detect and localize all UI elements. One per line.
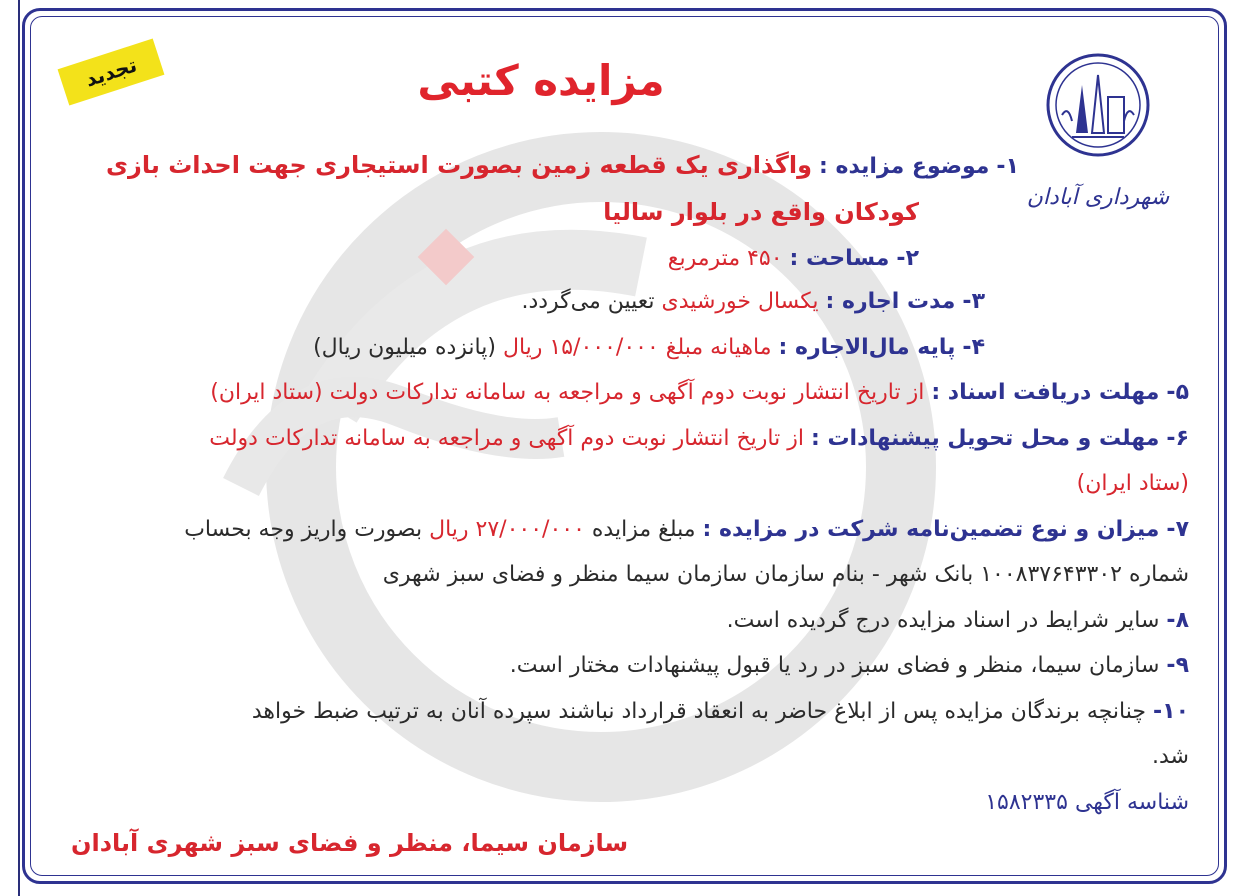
item-5: ۵- مهلت دریافت اسناد : از تاریخ انتشار نوبت دوم آگهی و مراجعه به سامانه تدارکات دولت (ستاد ایران) — [210, 380, 1189, 405]
notice-body-wide — [39, 279, 1189, 825]
logo-caption: شهرداری آبادان — [1026, 185, 1170, 210]
item-10-line-2: شد. — [1152, 744, 1189, 769]
item-8: ۸- سایر شرایط در اسناد مزایده درج گردیده است. — [726, 607, 1189, 633]
municipality-logo — [1012, 45, 1184, 245]
issuer-footer: سازمان سیما، منظر و فضای سبز شهری آبادان — [71, 829, 629, 857]
item-10-line-1: ۱۰- چنانچه برندگان مزایده پس از ابلاغ حاضر به انعقاد قرارداد نباشند سپرده آنان به ترتیب ضبط خواهد — [251, 698, 1189, 724]
notice-body — [69, 143, 1019, 282]
page-title: مزایده کتبی — [417, 56, 665, 105]
item-7-line-1: ۷- میزان و نوع تضمین‌نامه شرکت در مزایده : مبلغ مزایده ۲۷/۰۰۰/۰۰۰ ریال بصورت واریز وجه بحساب — [184, 516, 1189, 542]
ad-id: شناسه آگهی ۱۵۸۲۳۳۵ — [985, 789, 1189, 815]
emblem-icon — [1012, 45, 1184, 245]
item-1-line-1: ۱- موضوع مزایده : واگذاری یک قطعه زمین بصورت استیجاری جهت احداث بازی — [106, 151, 1019, 179]
item-2: ۲- مساحت : ۴۵۰ مترمربع — [667, 246, 919, 271]
item-6-line-2: (ستاد ایران) — [1076, 471, 1189, 496]
item-3: ۳- مدت اجاره : یکسال خورشیدی تعیین می‌گردد. — [521, 289, 985, 314]
renewal-badge: تجدید — [58, 38, 165, 105]
notice-panel — [30, 16, 1219, 876]
left-edge-strip — [0, 0, 20, 896]
item-4: ۴- پایه مال‌الاجاره : ماهیانه مبلغ ۱۵/۰۰۰/۰۰۰ ریال (پانزده میلیون ریال) — [313, 334, 985, 360]
item-1-line-2: کودکان واقع در بلوار سالیا — [603, 197, 919, 226]
item-6-line-1: ۶- مهلت و محل تحویل پیشنهادات : از تاریخ انتشار نوبت دوم آگهی و مراجعه به سامانه تدارکات دولت — [209, 425, 1189, 451]
item-9: ۹- سازمان سیما، منظر و فضای سبز در رد یا قبول پیشنهادات مختار است. — [509, 653, 1189, 678]
item-7-line-2: شماره ۱۰۰۸۳۷۶۴۳۳۰۲ بانک شهر - بنام سازمان سازمان سیما منظر و فضای سبز شهری — [382, 562, 1189, 587]
